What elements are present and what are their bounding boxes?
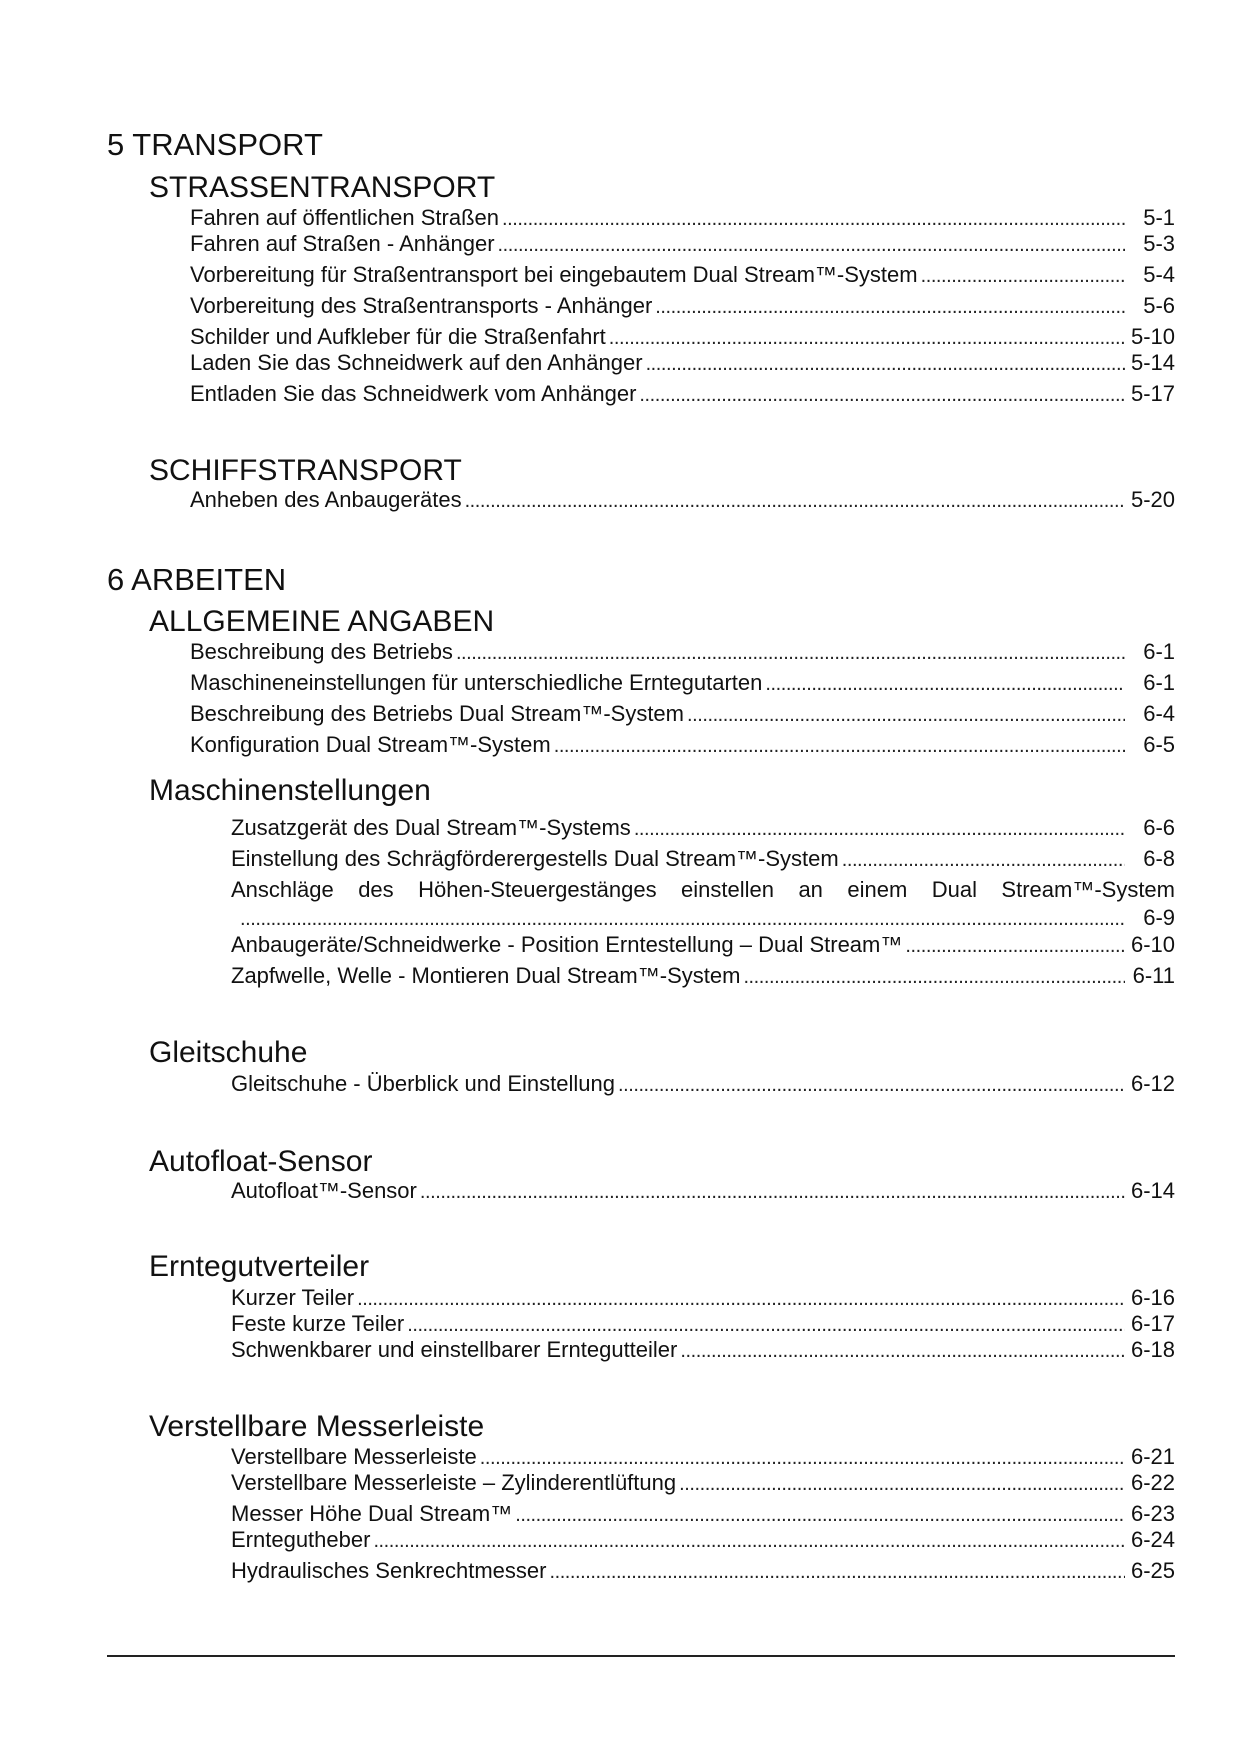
toc-word: Stream™-System xyxy=(1001,877,1175,902)
toc-entry-page: 5-6 xyxy=(1143,293,1175,318)
toc-word: Dual xyxy=(931,877,977,902)
toc-leader-dots xyxy=(921,263,1125,289)
section-verstellbare-messerleiste-title: Verstellbare Messerleiste xyxy=(149,1410,485,1443)
toc-entry[interactable] xyxy=(190,350,1175,376)
footer-rule xyxy=(107,1655,1175,1657)
toc-entry[interactable] xyxy=(190,701,1175,727)
toc-entry-page: 6-17 xyxy=(1130,1311,1175,1336)
toc-leader-dots xyxy=(407,1312,1125,1338)
toc-entry[interactable] xyxy=(231,815,1175,841)
toc-entry-text: Vorbereitung des Straßentransports - Anhänger xyxy=(190,293,653,318)
toc-entry[interactable] xyxy=(231,1285,1175,1311)
toc-leader-dots xyxy=(765,671,1125,697)
toc-entry[interactable] xyxy=(190,487,1175,513)
toc-word: an xyxy=(798,877,823,902)
toc-leader-dots xyxy=(679,1471,1125,1497)
toc-entry[interactable] xyxy=(231,1470,1175,1496)
toc-entry[interactable] xyxy=(190,205,1175,231)
toc-entry-page: 5-20 xyxy=(1130,487,1175,512)
toc-word: einstellen xyxy=(681,877,774,902)
toc-entry-page: 6-25 xyxy=(1130,1558,1175,1583)
toc-entry-page: 6-9 xyxy=(1143,905,1175,930)
toc-entry-page: 6-4 xyxy=(1143,701,1175,726)
chapter-6-title: 6 ARBEITEN xyxy=(107,562,287,597)
toc-entry[interactable] xyxy=(231,1178,1175,1204)
toc-entry-page: 5-17 xyxy=(1130,381,1175,406)
toc-entry[interactable] xyxy=(231,1071,1175,1097)
section-schiffstransport-title: SCHIFFSTRANSPORT xyxy=(149,454,462,487)
toc-entry[interactable] xyxy=(190,639,1175,665)
toc-entry[interactable] xyxy=(231,963,1175,989)
toc-leader-dots xyxy=(680,1338,1125,1364)
toc-entry[interactable] xyxy=(231,1337,1175,1363)
toc-entry[interactable] xyxy=(231,1444,1175,1470)
toc-entry-text: Hydraulisches Senkrechtmesser xyxy=(231,1558,547,1583)
toc-entry[interactable] xyxy=(231,846,1175,872)
toc-entry-page: 6-6 xyxy=(1143,815,1175,840)
toc-entry-text: Anheben des Anbaugerätes xyxy=(190,487,462,512)
toc-entry[interactable] xyxy=(190,293,1175,319)
toc-entry-text: Verstellbare Messerleiste – Zylinderentlüftung xyxy=(231,1470,677,1495)
toc-entry-text: Verstellbare Messerleiste xyxy=(231,1444,477,1469)
toc-entry-page: 6-11 xyxy=(1132,963,1175,988)
section-erntegutverteiler-title: Erntegutverteiler xyxy=(149,1250,370,1283)
toc-entry-text: Autofloat™-Sensor xyxy=(231,1178,417,1203)
section-strassentransport-title: STRASSENTRANSPORT xyxy=(149,171,496,204)
toc-entry-page: 6-24 xyxy=(1130,1527,1175,1552)
toc-entry[interactable] xyxy=(190,670,1175,696)
toc-entry-page: 6-1 xyxy=(1143,670,1175,695)
toc-entry-text: Entladen Sie das Schneidwerk vom Anhänger xyxy=(190,381,637,406)
toc-leader-dots xyxy=(465,488,1125,514)
toc-entry-text: Schwenkbarer und einstellbarer Erntegutteiler xyxy=(231,1337,678,1362)
toc-leader-dots xyxy=(502,206,1125,232)
toc-entry-page: 5-1 xyxy=(1143,205,1175,230)
toc-entry-text: Maschineneinstellungen für unterschiedliche Erntegutarten xyxy=(190,670,763,695)
toc-leader-dots xyxy=(842,847,1125,873)
toc-entry-text: Konfiguration Dual Stream™-System xyxy=(190,732,551,757)
toc-entry-text: Kurzer Teiler xyxy=(231,1285,355,1310)
toc-entry-page: 6-10 xyxy=(1130,932,1175,957)
toc-entry-page: 6-18 xyxy=(1130,1337,1175,1362)
toc-entry-multiline[interactable] xyxy=(231,877,1175,903)
toc-entry-page: 5-4 xyxy=(1143,262,1175,287)
toc-entry-page: 5-10 xyxy=(1130,324,1175,349)
toc-entry-text: Zusatzgerät des Dual Stream™-Systems xyxy=(231,815,631,840)
toc-leader-dots xyxy=(240,906,1125,932)
toc-leader-dots xyxy=(373,1528,1125,1554)
toc-entry[interactable] xyxy=(231,1527,1175,1553)
toc-entry-page: 6-22 xyxy=(1130,1470,1175,1495)
toc-word: Höhen-Steuergestänges xyxy=(418,877,657,902)
toc-leader-dots xyxy=(554,733,1125,759)
toc-entry[interactable] xyxy=(231,1558,1175,1584)
toc-entry[interactable] xyxy=(190,324,1175,350)
toc-entry-text: Zapfwelle, Welle - Montieren Dual Stream™-System xyxy=(231,963,741,988)
toc-leader-dots xyxy=(639,382,1125,408)
toc-entry-page: 5-3 xyxy=(1143,231,1175,256)
toc-entry-text: Vorbereitung für Straßentransport bei eingebautem Dual Stream™-System xyxy=(190,262,918,287)
toc-entry-text: Anbaugeräte/Schneidwerke - Position Erntestellung – Dual Stream™ xyxy=(231,932,903,957)
toc-entry-page: 5-14 xyxy=(1130,350,1175,375)
toc-entry-text: Beschreibung des Betriebs Dual Stream™-System xyxy=(190,701,684,726)
section-maschinenstellungen-title: Maschinenstellungen xyxy=(149,774,431,807)
toc-entry-text: Gleitschuhe - Überblick und Einstellung xyxy=(231,1071,615,1096)
toc-entry-page: 6-12 xyxy=(1130,1071,1175,1096)
chapter-5-title: 5 TRANSPORT xyxy=(107,127,323,162)
toc-entry-page: 6-1 xyxy=(1143,639,1175,664)
toc-leader-dots xyxy=(420,1179,1125,1205)
toc-entry-text: Erntegutheber xyxy=(231,1527,371,1552)
toc-leader-dots xyxy=(515,1502,1125,1528)
section-gleitschuhe-title: Gleitschuhe xyxy=(149,1036,308,1069)
toc-entry-text: Einstellung des Schrägförderergestells Dual Stream™-System xyxy=(231,846,839,871)
toc-word: einem xyxy=(847,877,908,902)
toc-entry-page: 6-8 xyxy=(1143,846,1175,871)
section-allgemeine-angaben-title: ALLGEMEINE ANGABEN xyxy=(149,605,495,638)
toc-entry-text: Fahren auf Straßen - Anhänger xyxy=(190,231,495,256)
toc-entry[interactable] xyxy=(231,1311,1175,1337)
toc-entry-text: Feste kurze Teiler xyxy=(231,1311,405,1336)
toc-leader-dots xyxy=(655,294,1125,320)
toc-entry-text: Messer Höhe Dual Stream™ xyxy=(231,1501,513,1526)
toc-leader-dots xyxy=(357,1286,1125,1312)
section-autofloat-sensor-title: Autofloat-Sensor xyxy=(149,1145,373,1178)
toc-entry-text-line xyxy=(231,877,1175,903)
toc-entry[interactable] xyxy=(190,381,1175,407)
toc-leader-dots xyxy=(549,1559,1125,1585)
toc-leader-dots xyxy=(905,933,1125,959)
toc-leader-dots xyxy=(609,325,1125,351)
toc-leader-dots xyxy=(687,702,1125,728)
toc-leader-dots xyxy=(646,351,1125,377)
toc-entry[interactable] xyxy=(231,932,1175,958)
toc-leader-dots xyxy=(456,640,1125,666)
toc-entry-text: Laden Sie das Schneidwerk auf den Anhänger xyxy=(190,350,643,375)
toc-entry-page: 6-14 xyxy=(1130,1178,1175,1203)
toc-entry[interactable] xyxy=(190,732,1175,758)
toc-leader-dots xyxy=(618,1072,1125,1098)
toc-entry-text: Schilder und Aufkleber für die Straßenfahrt xyxy=(190,324,606,349)
toc-entry[interactable] xyxy=(190,262,1175,288)
toc-leader-dots xyxy=(743,964,1125,990)
toc-leader-dots xyxy=(498,232,1125,258)
toc-word: Anschläge xyxy=(231,877,334,902)
toc-entry-text: Beschreibung des Betriebs xyxy=(190,639,453,664)
toc-entry-continuation[interactable] xyxy=(240,905,1175,931)
toc-leader-dots xyxy=(634,816,1125,842)
toc-word: des xyxy=(358,877,394,902)
toc-entry-text: Fahren auf öffentlichen Straßen xyxy=(190,205,500,230)
toc-entry-page: 6-23 xyxy=(1130,1501,1175,1526)
toc-leader-dots xyxy=(480,1445,1125,1471)
toc-entry-page: 6-16 xyxy=(1130,1285,1175,1310)
toc-entry-page: 6-5 xyxy=(1143,732,1175,757)
toc-entry-page: 6-21 xyxy=(1130,1444,1175,1469)
toc-entry[interactable] xyxy=(190,231,1175,257)
toc-entry[interactable] xyxy=(231,1501,1175,1527)
